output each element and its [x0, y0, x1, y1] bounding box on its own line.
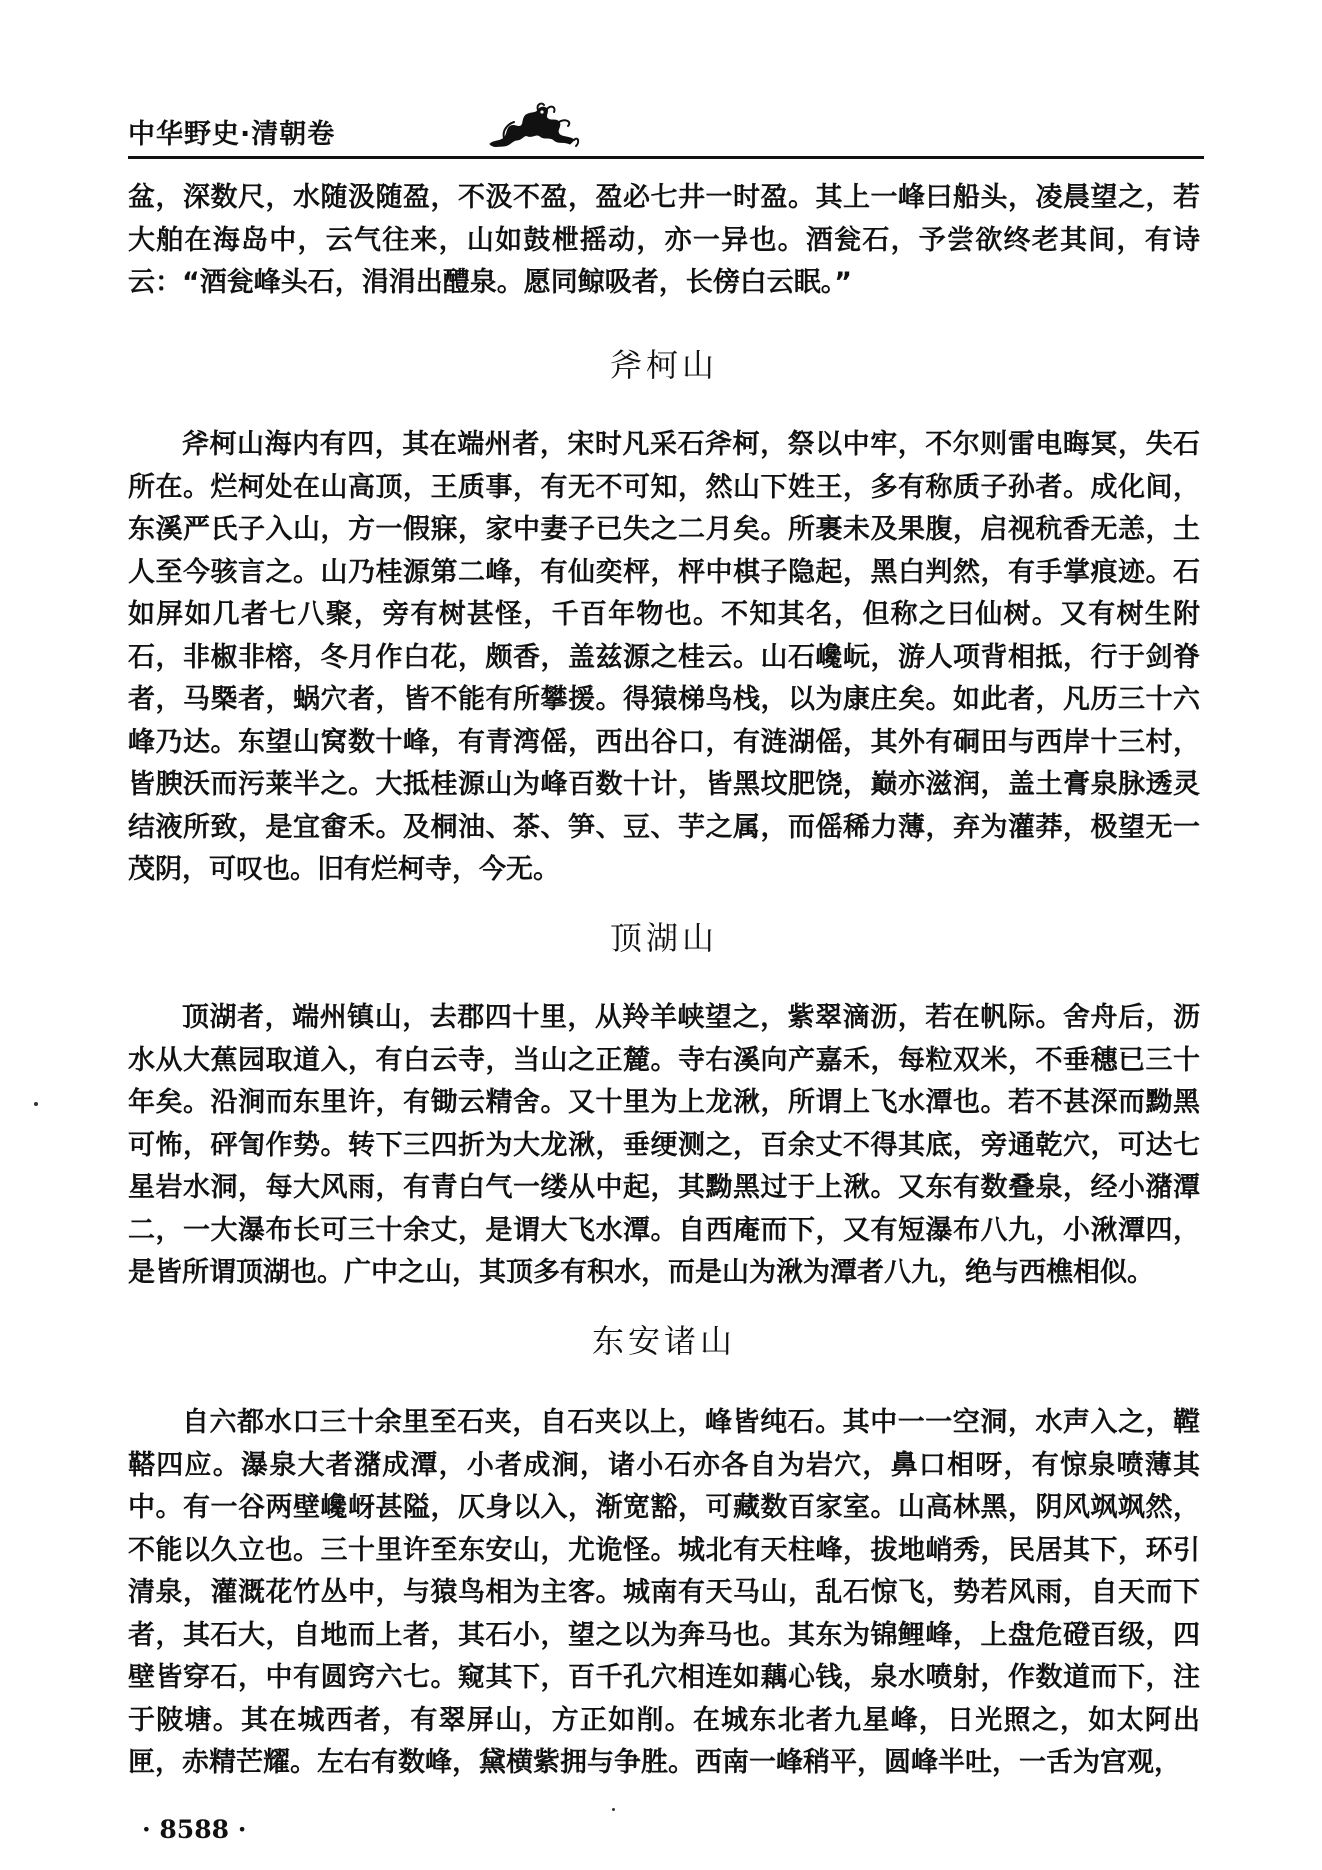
dragon-emblem-icon: [484, 100, 582, 152]
scan-speck: [34, 1102, 38, 1106]
book-title: 中华野史·清朝卷: [128, 119, 336, 150]
section-paragraph-dinghu-mountain: 顶湖者，端州镇山，去郡四十里，从羚羊峡望之，紫翠滴沥，若在帆际。舍舟后，沥水从大蕉园取道入，有白云寺，当山之正麓。寺右溪向产嘉禾，每粒双米，不垂穗已三十年矣。沿涧而东里许，有锄云精舍。又十里为上龙湫，所谓上飞水潭也。若不甚深而黝黑可怖，砰訇作势。转下三四折为大龙湫，垂绠测之，百余丈不得其底，旁通乾穴，可达七星岩水洞，每大风雨，有青白气一缕从中起，其黝黑过于上湫。又东有数叠泉，经小潴潭二，一大瀑布长可三十余丈，是谓大飞水潭。自西庵而下，又有短瀑布八九，小湫潭四，是皆所谓顶湖也。广中之山，其顶多有积水，而是山为湫为潭者八九，绝与西樵相似。: [128, 1002, 1200, 1288]
page-number: · 8588 ·: [142, 1815, 247, 1844]
section-title-fuke-mountain: 斧柯山: [609, 346, 718, 384]
section-title-dinghu-mountain: 顶湖山: [609, 919, 718, 957]
running-header: [128, 100, 1204, 160]
scan-speck: [612, 1808, 615, 1811]
continuation-paragraph: 盆，深数尺，水随汲随盈，不汲不盈，盈必七井一时盈。其上一峰曰船头，凌晨望之，若大舶在海岛中，云气往来，山如鼓枻摇动，亦一异也。酒瓮石，予尝欲终老其间，有诗云：“酒瓮峰头石，涓涓出醴泉。愿同鲸吸者，长傍白云眠。”: [128, 182, 1200, 298]
header-rule: [128, 156, 1204, 159]
section-title-dongan-mountains: 东安诸山: [591, 1322, 736, 1360]
section-paragraph-dongan-mountains: 自六都水口三十余里至石夹，自石夹以上，峰皆纯石。其中一一空洞，水声入之，鞺鞳四应。瀑泉大者潴成潭，小者成涧，诸小石亦各自为岩穴，鼻口相呀，有惊泉喷薄其中。有一谷两壁巉岈甚隘，仄身以入，渐宽豁，可藏数百家室。山高林黑，阴风飒飒然，不能以久立也。三十里许至东安山，尤诡怪。城北有天柱峰，拔地峭秀，民居其下，环引清泉，灌溉花竹丛中，与猿鸟相为主客。城南有天马山，乱石惊飞，势若风雨，自天而下者，其石大，自地而上者，其石小，望之以为奔马也。其东为锦鲤峰，上盘危磴百级，四壁皆穿石，中有圆窍六七。窥其下，百千孔穴相连如藕心钱，泉水喷射，作数道而下，注于陂塘。其在城西者，有翠屏山，方正如削。在城东北者九星峰，日光照之，如太阿出匣，赤精芒耀。左右有数峰，黛横紫拥与争胜。西南一峰稍平，圆峰半吐，一舌为宫观，: [128, 1407, 1200, 1778]
section-paragraph-fuke-mountain: 斧柯山海内有四，其在端州者，宋时凡采石斧柯，祭以中牢，不尔则雷电晦冥，失石所在。烂柯处在山高顶，王质事，有无不可知，然山下姓王，多有称质子孙者。成化间，东溪严氏子入山，方一假寐，家中妻子已失之二月矣。所裹未及果腹，启视秔香无恙，土人至今骇言之。山乃桂源第二峰，有仙奕枰，枰中棋子隐起，黑白判然，有手掌痕迹。石如屏如几者七八聚，旁有树甚怪，千百年物也。不知其名，但称之曰仙树。又有树生附石，非椒非榕，冬月作白花，颇香，盖兹源之桂云。山石巉岏，游人项背相抵，行于剑脊者，马槩者，蜗穴者，皆不能有所攀援。得猿梯鸟栈，以为康庄矣。如此者，凡历三十六峰乃达。东望山窝数十峰，有青湾傜，西出谷口，有涟湖傜，其外有硐田与西岸十三村，皆腴沃而污莱半之。大抵桂源山为峰百数十计，皆黑坟肥饶，巅亦滋润，盖土膏泉脉透灵结液所致，是宜畬禾。及桐油、茶、笋、豆、芋之属，而傜稀力薄，弃为灌莽，极望无一茂阴，可叹也。旧有烂柯寺，今无。: [128, 429, 1200, 885]
